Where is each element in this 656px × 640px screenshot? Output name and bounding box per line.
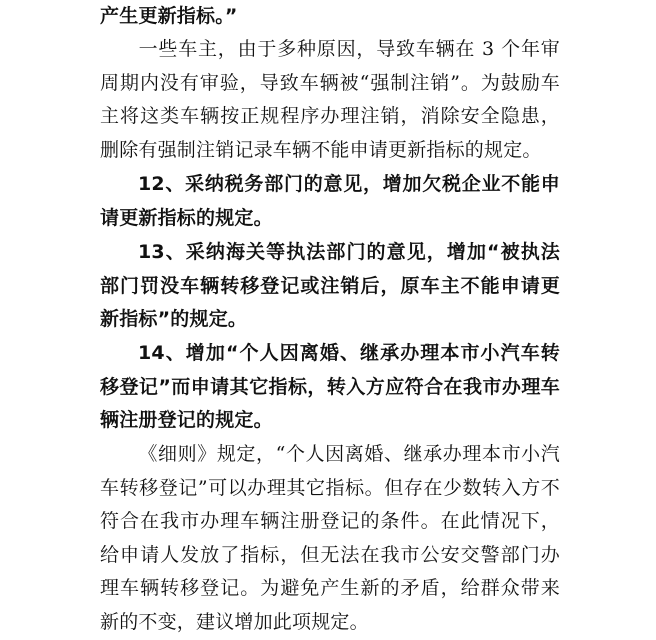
paragraph-text: 一些车主，由于多种原因，导致车辆在 3 个年审周期内没有审验，导致车辆被“强制注销”。为鼓励车主将这类车辆按正规程序办理注销，消除安全隐患，删除有强制注销记录车辆不能申请更新指标的规定。 <box>100 38 560 161</box>
paragraph-text: 产生更新指标。” <box>100 5 238 27</box>
paragraph-text: 14、增加“个人因离婚、继承办理本市小汽车转移登记”而申请其它指标，转入方应符合在我市办理车辆注册登记的规定。 <box>100 342 560 432</box>
paragraph-item-14 <box>100 337 560 438</box>
paragraph-rules-explanation <box>100 438 560 640</box>
paragraph-item-12 <box>100 168 560 235</box>
paragraph-item-13 <box>100 236 560 337</box>
paragraph-continuation <box>100 0 560 34</box>
paragraph-text: 《细则》规定，“个人因离婚、继承办理本市小汽车转移登记”可以办理其它指标。但存在少数转入方不符合在我市办理车辆注册登记的条件。在此情况下，给申请人发放了指标，但无法在我市公安交警部门办理车辆转移登记。为避免产生新的矛盾，给群众带来新的不变，建议增加此项规定。 <box>100 443 560 633</box>
paragraph-forced-deregistration <box>100 33 560 167</box>
paragraph-text: 12、采纳税务部门的意见，增加欠税企业不能申请更新指标的规定。 <box>100 173 560 229</box>
paragraph-text: 13、采纳海关等执法部门的意见，增加“被执法部门罚没车辆转移登记或注销后，原车主不能申请更新指标”的规定。 <box>100 241 560 331</box>
